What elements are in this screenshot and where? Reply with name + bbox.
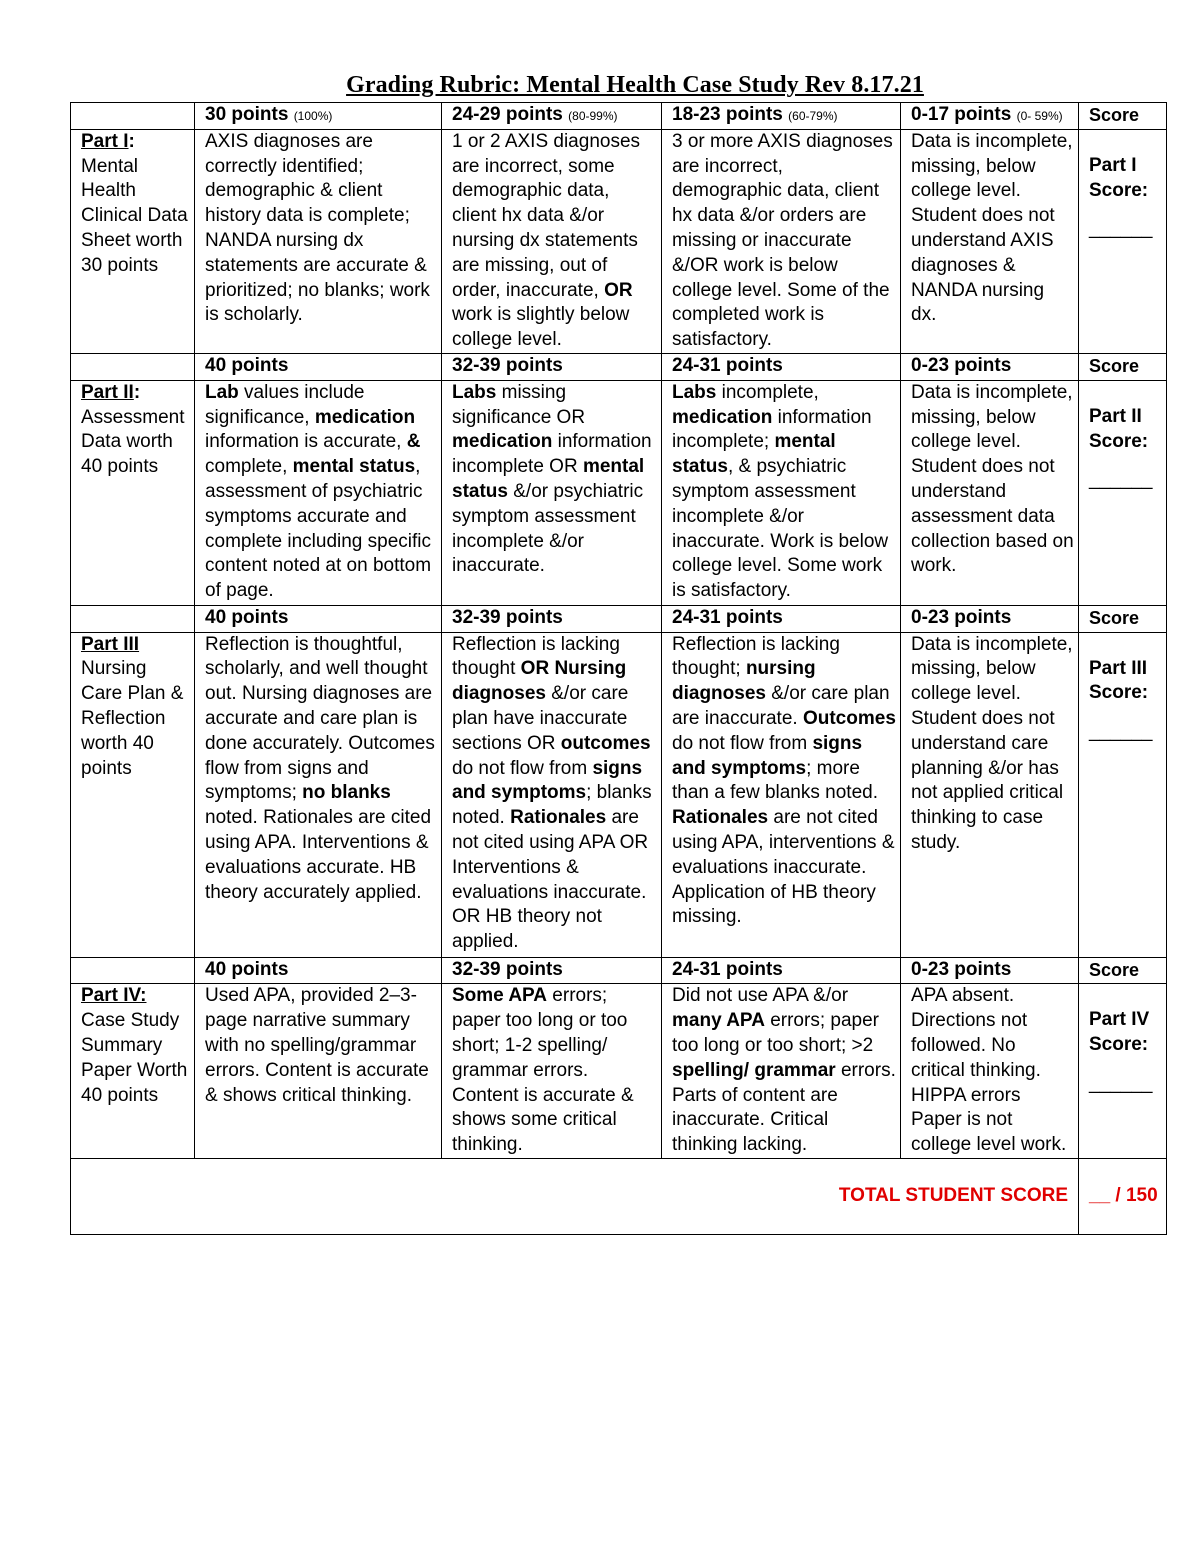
part-label-cell — [71, 984, 195, 1159]
points-header-cell — [195, 353, 442, 380]
text-run: &/or care plan have inaccurate sections OR — [452, 683, 629, 754]
bold-text: & — [406, 431, 421, 453]
points-label: 24-31 points — [672, 958, 783, 980]
total-label: TOTAL STUDENT SCORE — [838, 1185, 1068, 1207]
total-label-cell — [71, 1159, 1079, 1235]
text-run: Reflection is lacking thought — [452, 633, 620, 680]
text-run: errors; paper too long or too short; >2 — [672, 1010, 879, 1056]
score-header-cell — [1079, 957, 1167, 984]
points-header-cell — [442, 605, 662, 632]
points-header-empty-cell — [71, 605, 195, 632]
criteria-cell — [442, 129, 662, 353]
score-header-cell — [1079, 605, 1167, 632]
part-score-cell — [1079, 632, 1167, 957]
bold-text: Lab — [205, 381, 239, 403]
bold-text: signs and symptoms — [452, 757, 643, 804]
col3-points: 18-23 points — [672, 104, 783, 125]
part-score-cell — [1079, 984, 1167, 1159]
bold-text: mental status — [452, 456, 645, 502]
points-label: 0-23 points — [911, 958, 1012, 980]
text-run: &/or psychiatric symptom assessment incomplete &/or inaccurate. — [452, 480, 644, 577]
criteria-cell — [901, 380, 1079, 605]
col1-percent: (100%) — [293, 109, 333, 123]
score-header: Score — [1089, 355, 1140, 376]
part-score-blank: ______ — [1089, 1072, 1153, 1094]
points-label: 40 points — [205, 606, 289, 628]
text-run: Data is incomplete, missing, below college level. Student does not understand AXIS diagnoses & NANDA nursing dx. — [911, 130, 1073, 326]
text-run: ; blanks noted. — [452, 782, 652, 829]
points-header-cell — [195, 605, 442, 632]
part-label: Part II — [81, 381, 134, 403]
text-run: are not cited using APA OR Interventions & evaluations inaccurate. OR HB theory not applied. — [452, 807, 649, 953]
part-label-cell — [71, 632, 195, 957]
part-label-suffix: : — [128, 130, 135, 152]
bold-text: mental status — [292, 456, 416, 478]
bold-text: signs and symptoms — [672, 732, 863, 779]
part-description: Assessment Data worth 40 points — [81, 406, 185, 478]
text-run: 1 or 2 AXIS diagnoses are incorrect, some demographic data, client hx data &/or nursing dx statements are missing, out of order, inaccurate, — [452, 130, 641, 301]
points-label: 32-39 points — [452, 606, 563, 628]
criteria-cell — [662, 129, 901, 353]
bold-text: OR Nursing diagnoses — [452, 658, 627, 705]
rubric-table — [70, 102, 1167, 1235]
points-header-cell — [442, 353, 662, 380]
total-score-value: __ / 150 — [1089, 1185, 1158, 1207]
text-run: do not flow from — [452, 757, 593, 779]
text-run: ; more than a few blanks noted. — [672, 757, 878, 804]
criteria-cell — [195, 380, 442, 605]
criteria-cell — [442, 380, 662, 605]
text-run: Reflection is thoughtful, scholarly, and well thought out. Nursing diagnoses are accurate and care plan is done accurately. Outcomes flow from signs and symptoms; — [205, 633, 435, 804]
text-run: information incomplete; — [672, 406, 872, 453]
text-run: APA absent. Directions not followed. No critical thinking. HIPPA errors Paper is not college level work. — [911, 985, 1067, 1156]
bold-text: Outcomes — [802, 707, 896, 729]
points-header-cell — [662, 957, 901, 984]
bold-text: mental status — [672, 431, 836, 478]
score-header: Score — [1089, 607, 1140, 628]
col4-percent: (0- 59%) — [1016, 109, 1063, 123]
page-title: Grading Rubric: Mental Health Case Study Rev 8.17.21 — [346, 72, 924, 98]
rubric-row — [71, 632, 1167, 957]
text-run: AXIS diagnoses are correctly identified; demographic & client history data is complete; NANDA nursing dx statements are accurate & prioritized; no blanks; work is scholarly. — [205, 130, 430, 326]
part-label: Part III — [81, 633, 140, 655]
criteria-cell — [662, 632, 901, 957]
header-row — [71, 103, 1167, 130]
rubric-row — [71, 984, 1167, 1159]
total-score-cell — [1079, 1159, 1167, 1235]
part-score-label: Part II Score: — [1089, 405, 1149, 452]
points-label: 32-39 points — [452, 958, 563, 980]
part-label-cell — [71, 380, 195, 605]
part-score-cell — [1079, 380, 1167, 605]
criteria-cell — [195, 129, 442, 353]
text-run: incomplete, — [716, 381, 819, 403]
points-label: 24-31 points — [672, 354, 783, 376]
text-run: are not cited using APA, interventions & evaluations inaccurate. Application of HB theory missing. — [672, 807, 895, 928]
header-col4 — [901, 103, 1079, 130]
criteria-cell — [442, 632, 662, 957]
points-header-cell — [662, 605, 901, 632]
text-run: missing significance OR — [452, 381, 586, 428]
points-header-row — [71, 957, 1167, 984]
bold-text: spelling/ grammar — [672, 1059, 836, 1081]
header-col1 — [195, 103, 442, 130]
text-run: , & psychiatric symptom assessment incomplete &/or inaccurate. Work is below college level. Some work is satisfactory. — [672, 456, 889, 602]
part-description: Nursing Care Plan & Reflection worth 40 points — [81, 658, 184, 779]
bold-text: Labs — [672, 381, 717, 403]
part-score-blank: ______ — [1089, 218, 1153, 240]
bold-text: Rationales — [510, 807, 607, 829]
col1-points: 30 points — [205, 104, 289, 125]
part-label-suffix: : — [133, 381, 141, 403]
bold-text: medication — [672, 406, 773, 428]
part-label: Part I — [81, 130, 129, 152]
bold-text: Some APA — [452, 985, 548, 1007]
points-header-cell — [901, 605, 1079, 632]
part-description: Case Study Summary Paper Worth 40 points — [81, 1010, 188, 1106]
criteria-cell — [901, 632, 1079, 957]
part-label: Part IV: — [81, 985, 147, 1007]
text-run: errors. Parts of content are inaccurate. Critical thinking lacking. — [672, 1059, 896, 1156]
points-label: 40 points — [205, 354, 289, 376]
points-header-cell — [901, 353, 1079, 380]
score-header: Score — [1089, 959, 1140, 980]
points-label: 0-23 points — [911, 354, 1012, 376]
text-run: work is slightly below college level. — [452, 304, 630, 351]
text-run: Data is incomplete, missing, below college level. Student does not understand assessment data collection based on work. — [911, 381, 1074, 577]
text-run: do not flow from — [672, 732, 813, 754]
score-header: Score — [1089, 105, 1140, 125]
points-header-cell — [442, 957, 662, 984]
bold-text: no blanks — [302, 782, 391, 804]
criteria-cell — [195, 632, 442, 957]
total-row — [71, 1159, 1167, 1235]
text-run: Data is incomplete, missing, below college level. Student does not understand care planning &/or has not applied critical thinking to case study. — [911, 633, 1073, 853]
text-run: , assessment of psychiatric symptoms accurate and complete including specific content noted at on bottom of page. — [205, 456, 432, 602]
text-run: noted. Rationales are cited using APA. Interventions & evaluations accurate. HB theory accurately applied. — [205, 807, 432, 903]
bold-text: OR — [604, 279, 633, 301]
part-description: Mental Health Clinical Data Sheet worth 30 points — [81, 155, 188, 276]
bold-text: nursing diagnoses — [672, 658, 816, 705]
text-run: complete, — [205, 456, 293, 478]
points-header-empty-cell — [71, 957, 195, 984]
bold-text: many APA — [672, 1010, 765, 1032]
header-col3 — [662, 103, 901, 130]
text-run: Did not use APA &/or — [672, 985, 849, 1007]
header-col2 — [442, 103, 662, 130]
text-run: Used APA, provided 2–3-page narrative summary with no spelling/grammar errors. Content is accurate & shows critical thinking. — [205, 985, 429, 1106]
points-header-empty-cell — [71, 353, 195, 380]
criteria-cell — [442, 984, 662, 1159]
header-score — [1079, 103, 1167, 130]
text-run: information incomplete OR — [452, 431, 652, 478]
text-run: information is accurate, — [205, 431, 407, 453]
part-score-cell — [1079, 129, 1167, 353]
part-label-cell — [71, 129, 195, 353]
text-run: values include significance, — [205, 381, 365, 428]
part-score-blank: ______ — [1089, 721, 1153, 743]
part-score-label: Part I Score: — [1089, 154, 1149, 201]
bold-text: outcomes — [560, 732, 651, 754]
col2-points: 24-29 points — [452, 104, 563, 125]
points-header-cell — [901, 957, 1079, 984]
criteria-cell — [662, 984, 901, 1159]
text-run: Reflection is lacking thought; — [672, 633, 840, 680]
col4-points: 0-17 points — [911, 104, 1012, 125]
criteria-cell — [901, 984, 1079, 1159]
points-header-cell — [195, 957, 442, 984]
points-header-cell — [662, 353, 901, 380]
part-score-blank: ______ — [1089, 469, 1153, 491]
text-run: 3 or more AXIS diagnoses are incorrect, demographic data, client hx data &/or orders are missing or inaccurate &/OR work is below college level. Some of the completed work is satisfactory. — [672, 130, 893, 351]
text-run: &/or care plan are inaccurate. — [672, 683, 890, 729]
points-label: 40 points — [205, 958, 289, 980]
points-label: 32-39 points — [452, 354, 563, 376]
points-header-row — [71, 605, 1167, 632]
rubric-row — [71, 129, 1167, 353]
part-score-label: Part IV Score: — [1089, 1009, 1150, 1056]
rubric-row — [71, 380, 1167, 605]
text-run: errors; paper too long or too short; 1-2 spelling/ grammar errors. Content is accurate & shows some critical thinking. — [452, 985, 634, 1156]
part-score-label: Part III Score: — [1089, 657, 1149, 704]
criteria-cell — [195, 984, 442, 1159]
points-header-row — [71, 353, 1167, 380]
bold-text: Labs — [452, 381, 497, 403]
bold-text: medication — [452, 431, 553, 453]
col3-percent: (60-79%) — [788, 109, 838, 123]
score-header-cell — [1079, 353, 1167, 380]
criteria-cell — [901, 129, 1079, 353]
points-label: 0-23 points — [911, 606, 1012, 628]
points-label: 24-31 points — [672, 606, 783, 628]
bold-text: medication — [314, 406, 416, 428]
criteria-cell — [662, 380, 901, 605]
header-empty-cell — [71, 103, 195, 130]
col2-percent: (80-99%) — [568, 109, 618, 123]
bold-text: Rationales — [672, 807, 769, 829]
